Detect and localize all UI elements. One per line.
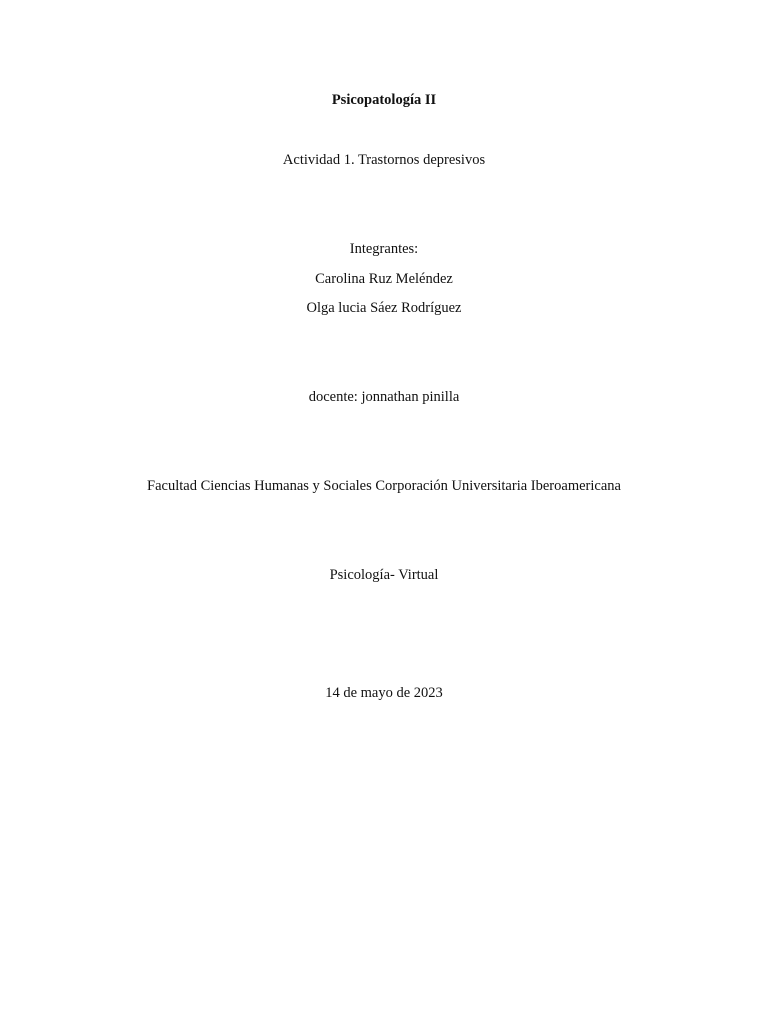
members-label: Integrantes: [349,241,419,257]
program-name: Psicología- Virtual [329,567,439,583]
member-name: Olga lucia Sáez Rodríguez [306,300,462,316]
teacher-name: docente: jonnathan pinilla [308,389,460,405]
document-title: Psicopatología II [331,92,437,108]
member-name: Carolina Ruz Meléndez [315,271,453,287]
faculty-name: Facultad Ciencias Humanas y Sociales Corporación Universitaria Iberoamericana [147,478,621,494]
document-date: 14 de mayo de 2023 [325,685,443,701]
activity-title: Actividad 1. Trastornos depresivos [282,152,486,168]
